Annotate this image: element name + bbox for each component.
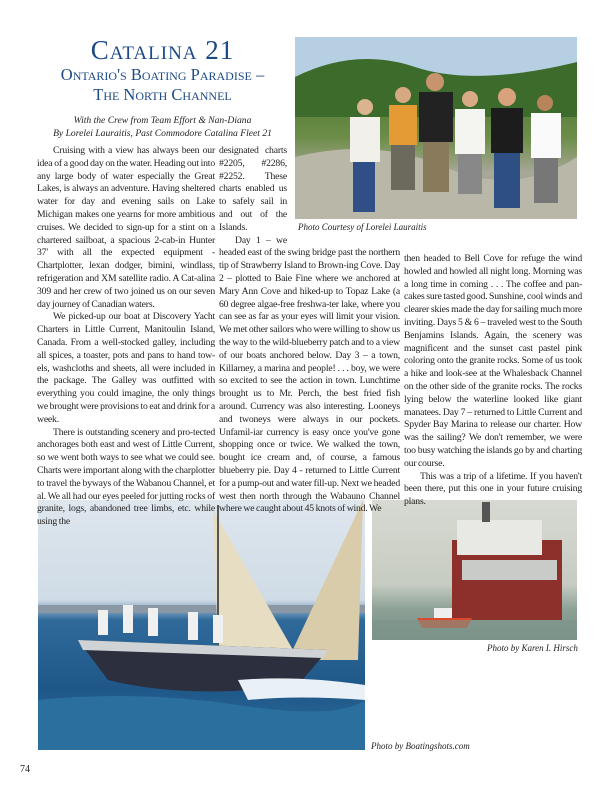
paragraph: designated charts #2205, #2286, #2252. These charts enabled us to safely sail in and out of the Islands. [219, 145, 287, 233]
article-column-1 [37, 145, 215, 529]
article-column-2 [219, 145, 400, 516]
paragraph: Day 1 – we headed east of the swing bridge past the northern tip of Strawberry Island to Brown-ing Cove. Day 2 – plotted to Baie Fine where we anchored at Mary Ann Cove and hiked-up to Topaz Lake (a 60 degree algae-free freshwa-ter lake, where you can see as far as your eyes will limit your vision. We met other sailors who were willing to show us the way to the wild-blueberry patch and to a view of our boats anchored below. Day 3 – a town, Killarney, a marina and people! . . . boy, we were so excited to see the action in town. Lunchtime brought us to Mr. Perch, the best fried fish around. Currency was also interesting. Looneys and twoneys were always in our pockets. Unfamil-iar currency is easy once you've gone shopping once or twice. We walked the town, bought ice cream and, of course, a famous blueberry pie. Day 4 - returned to Little Current for a pump-out and water fill-up. Next we headed west then north through the Wabauno Channel where we caught about 45 knots of wind. We [219, 234, 400, 515]
byline-author: By Lorelei Lauraitis, Past Commodore Catalina Fleet 21 [53, 128, 272, 139]
paragraph: We picked-up our boat at Discovery Yacht Charters in Little Current, Manitoulin Island, Canada. From a well-stocked galley, including all spices, a toaster, pots and pans to hand tow-els, washcloths and sheets, all were included in the package. The Galley was outfitted with everything you could imagine, the only things we brought were provisions to eat and drink for a week. [37, 311, 215, 425]
article-subtitle-line2: The North Channel [93, 85, 232, 104]
page-number: 74 [20, 764, 30, 775]
ship-photo-caption: Photo by Karen I. Hirsch [487, 643, 578, 653]
sailboat-photo [38, 500, 365, 750]
crew-photo-caption: Photo Courtesy of Lorelei Lauraitis [298, 222, 427, 232]
sailboat-photo-caption: Photo by Boatingshots.com [371, 741, 470, 751]
paragraph: This was a trip of a lifetime. If you haven't been there, put this one in your future cruising plans. [404, 470, 582, 508]
paragraph: Cruising with a view has always been our idea of a good day on the water. Heading out into any large body of water especially the Great Lakes, is always an adventure. Having sheltered water for day and evening sails on Lake Michigan makes one yearns for more ambitious cruises. We decided to sign-up for a stint on a chartered sailboat, a spacious 2-cab-in Hunter 37' with all the expected equipment - Chartplotter, lexan dodger, bimini, windlass, refrigeration and XM satellite radio. A Cat-alina 309 and her crew of two joined us on our seven day journey of Canadian waters. [37, 145, 215, 310]
ship-photo-illustration [372, 500, 577, 640]
article-title: Catalina 21 [90, 35, 235, 65]
byline-crew: With the Crew from Team Effort & Nan-Diana [73, 115, 252, 126]
article-subtitle-line1: Ontario's Boating Paradise – [60, 65, 265, 84]
paragraph: There is outstanding scenery and pro-tected anchorages both east and west of Little Current, so we went both ways to see what we could see. Charts were important along with the charplotter to travel the byways of the Wabanou Channel, et al. We all had our eyes peeled for jutting rocks of granite, logs, abandoned tree limbs, etc. while using the [37, 426, 215, 528]
paragraph: then headed to Bell Cove for refuge the wind howled and howled all night long. Morning was a long time in coming . . . The coffee and pan-cakes sure tasted good. Sunshine, cool winds and clearer skies made the day for sailing much more inviting. Days 5 & 6 – traveled west to the South Benjamins Islands. Again, the scenery was magnificent and the sunset cast pastel pink coloring onto the granite rocks. Some of us took a hike and look-see at the Whalesback Channel on the other side of the granite rocks. The rocks lying below the waterline looked like giant manatees. Day 7 – returned to Little Current and Spyder Bay Marina to release our charter. How was the sailing? We don't remember, we were too busy watching the islands go by and charting our course. [404, 253, 582, 469]
ship-photo [372, 500, 577, 640]
sailboat-photo-illustration [38, 500, 365, 750]
article-column-3 [404, 253, 582, 509]
article-header [30, 36, 295, 140]
